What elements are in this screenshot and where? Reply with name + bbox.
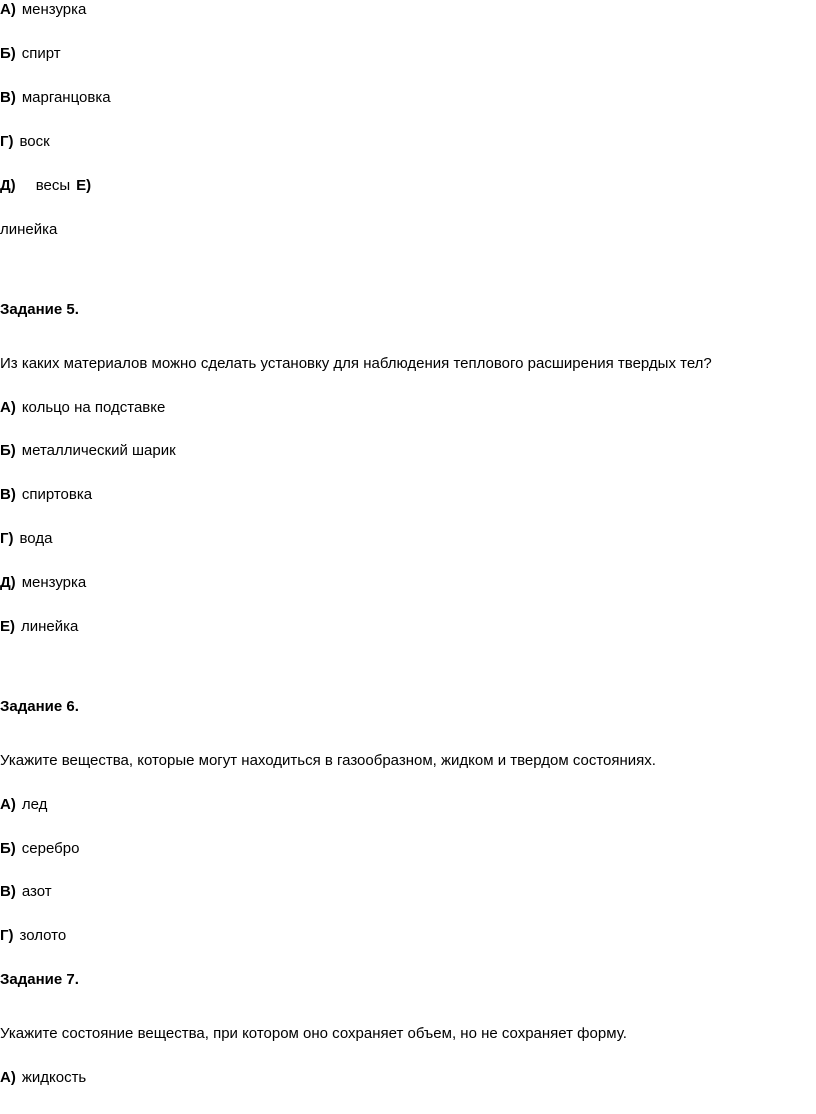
option-text: линейка — [21, 618, 79, 635]
option-item — [0, 617, 78, 637]
option-letter: В) — [0, 89, 16, 106]
option-text: лед — [21, 796, 48, 813]
option-letter: Е) — [76, 177, 92, 194]
option-item — [0, 398, 165, 418]
option-text: серебро — [21, 840, 80, 857]
option-item — [0, 882, 52, 902]
option-item — [0, 88, 111, 108]
option-letter: Б) — [0, 45, 16, 62]
option-text: мензурка — [21, 1, 87, 18]
task-question: Укажите вещества, которые могут находиться в газообразном, жидком и твердом состояниях. — [0, 752, 656, 769]
option-item — [0, 132, 50, 152]
option-item — [0, 573, 86, 593]
option-text: мензурка — [21, 574, 87, 591]
option-letter: В) — [0, 486, 16, 503]
option-text: воск — [19, 133, 50, 150]
option-text: металлический шарик — [21, 442, 176, 459]
option-letter: Д) — [0, 574, 16, 591]
option-letter: А) — [0, 796, 16, 813]
option-letter: Г) — [0, 530, 14, 547]
option-text: спиртовка — [21, 486, 93, 503]
option-text: весы — [35, 177, 71, 194]
task-question: Укажите состояние вещества, при котором оно сохраняет объем, но не сохраняет форму. — [0, 1025, 627, 1042]
option-text: линейка — [0, 221, 58, 238]
option-letter: А) — [0, 1069, 16, 1086]
task-question: Из каких материалов можно сделать установку для наблюдения теплового расширения твердых тел? — [0, 355, 712, 372]
task-heading: Задание 7. — [0, 971, 79, 988]
task-heading: Задание 5. — [0, 301, 79, 318]
option-letter: Г) — [0, 927, 14, 944]
option-letter: Д) — [0, 177, 16, 194]
option-text: золото — [19, 927, 67, 944]
option-letter: А) — [0, 1, 16, 18]
option-text: кольцо на подставке — [21, 399, 166, 416]
option-text: вода — [19, 530, 53, 547]
option-item — [0, 839, 79, 859]
option-letter: Б) — [0, 442, 16, 459]
option-item — [0, 44, 61, 64]
option-text: азот — [21, 883, 52, 900]
option-text: спирт — [21, 45, 61, 62]
option-item-pair — [0, 176, 91, 196]
option-letter: В) — [0, 883, 16, 900]
option-item — [0, 795, 47, 815]
option-item — [0, 441, 176, 461]
option-item — [0, 926, 66, 946]
option-item — [0, 0, 86, 20]
option-letter: Б) — [0, 840, 16, 857]
option-text: жидкость — [21, 1069, 87, 1086]
option-letter: Е) — [0, 618, 15, 635]
option-text: марганцовка — [21, 89, 111, 106]
option-letter: Г) — [0, 133, 14, 150]
task-heading: Задание 6. — [0, 698, 79, 715]
option-item — [0, 485, 92, 505]
option-letter: А) — [0, 399, 16, 416]
option-text-wrapped — [0, 220, 57, 240]
option-item — [0, 529, 52, 549]
option-item — [0, 1068, 86, 1088]
